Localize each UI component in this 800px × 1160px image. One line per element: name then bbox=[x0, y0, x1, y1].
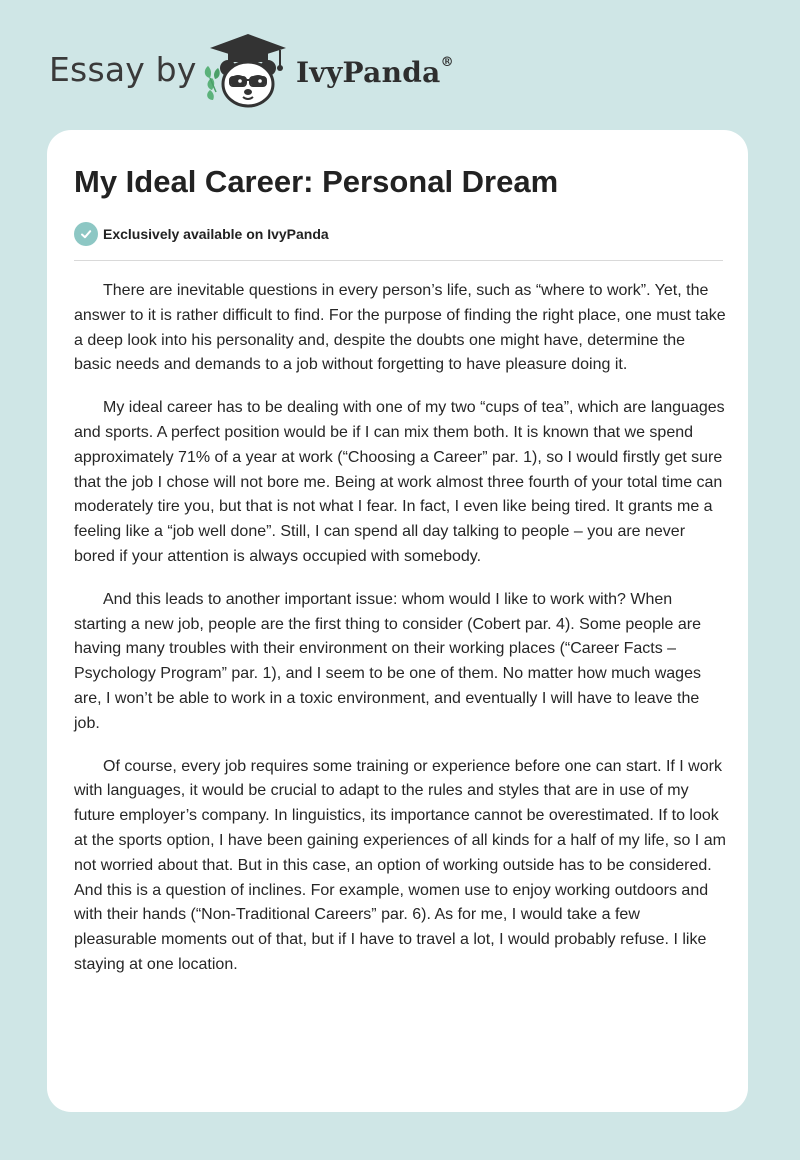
site-header bbox=[0, 0, 800, 130]
essay-card bbox=[47, 130, 748, 1112]
page-title: My Ideal Career: Personal Dream bbox=[74, 164, 559, 199]
essay-by-label: Essay by bbox=[49, 50, 197, 89]
panda-logo-icon[interactable] bbox=[200, 32, 296, 112]
paragraph: My ideal career has to be dealing with one of my two “cups of tea”, which are languages and sports. A perfect position would be if I can mix them both. It is known that we spend approximately 71% of a year at work (“Choosing a Career” par. 1), so I would firstly get sure that the job I chose will not bore me. Being at work almost three fourth of your total time can moderately tire you, but that is not what I fear. In fact, I even like being tired. It grants me a feeling like a “job well done”. Still, I can spend all day talking to people – you are never bored if your attention is always occupied with somebody. bbox=[74, 399, 725, 565]
paragraph: And this leads to another important issue: whom would I like to work with? When starting a new job, people are the first thing to consider (Cobert par. 4). Some people are having many troubles with their environment on their working places (“Career Facts – Psychology Program” par. 1), and I seem to be one of them. No matter how much wages are, I won’t be able to work in a toxic environment, and eventually I will have to leave the job. bbox=[74, 590, 702, 732]
badge-label: Exclusively available on IvyPanda bbox=[103, 226, 329, 242]
essay-body bbox=[74, 279, 726, 996]
exclusive-badge bbox=[74, 221, 329, 247]
checkmark-icon bbox=[74, 222, 98, 246]
paragraph: Of course, every job requires some training or experience before one can start. If I work with languages, it would be crucial to adapt to the rules and styles that are in use of my future employer’s company. In linguistics, its importance cannot be overestimated. If to look at the sports option, I have been gaining experiences of all kinds for a half of my life, so I am not worried about that. But in this case, an option of working outside has to be considered. And this is a question of inclines. For example, women use to enjoy working outdoors and with their hands (“Non-Traditional Careers” par. 6). As for me, I would take a few pleasurable moments out of that, but if I have to travel a lot, I would probably refuse. I like staying at one location. bbox=[74, 757, 726, 973]
brand-name[interactable]: IvyPanda® bbox=[296, 54, 454, 89]
ivy-leaf-icon bbox=[205, 66, 220, 100]
divider bbox=[74, 260, 723, 261]
paragraph: There are inevitable questions in every person’s life, such as “where to work”. Yet, the answer to it is rather difficult to find. For the purpose of finding the right place, one must take a deep look into his personality and, despite the doubts one might have, determine the basic needs and demands to a job without forgetting to have pleasure doing it. bbox=[74, 282, 726, 374]
